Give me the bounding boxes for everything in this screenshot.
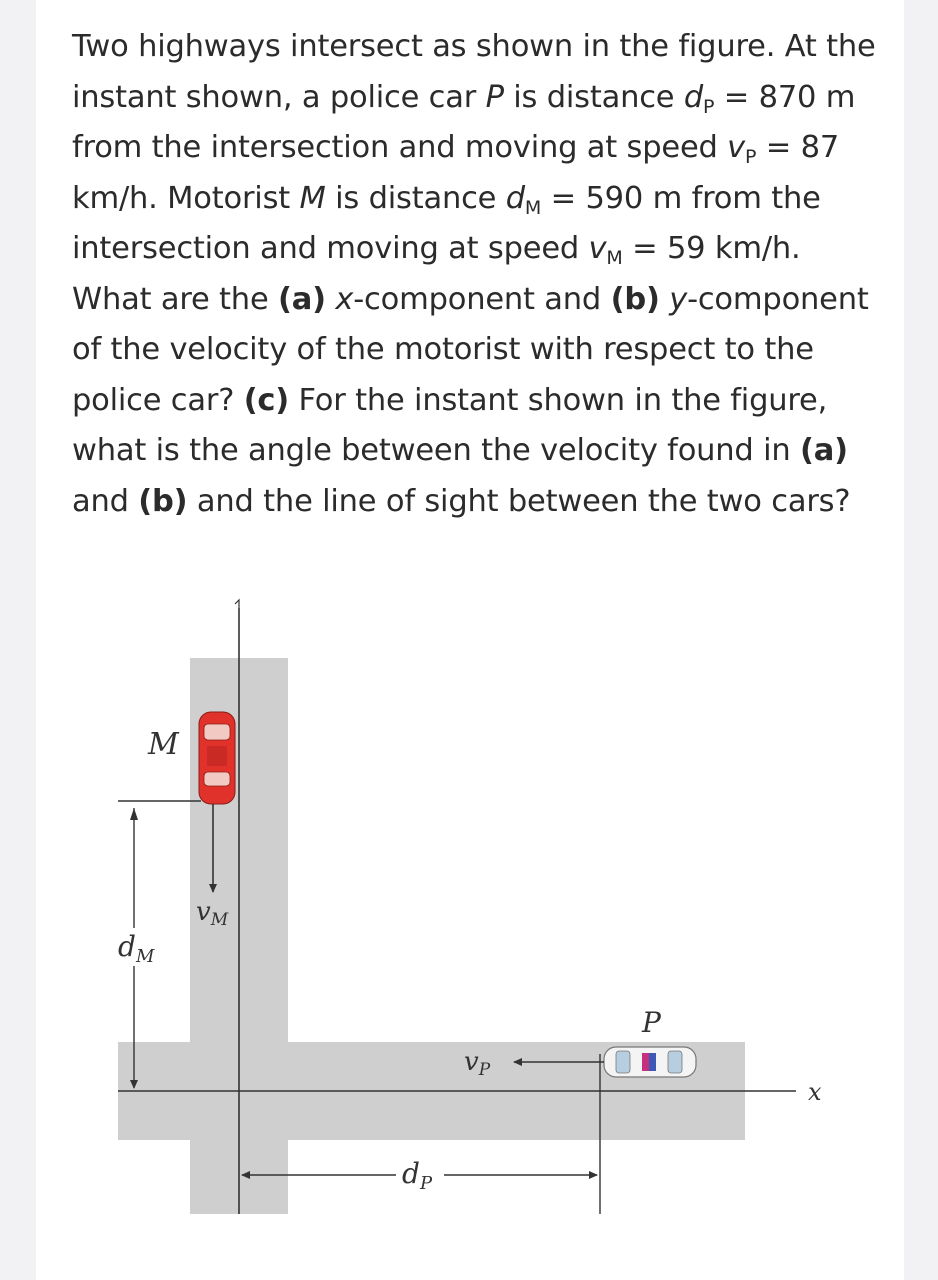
dm-top-arrow [130, 808, 138, 820]
question-text: Two highways intersect as shown in the figure. At the instant shown, a police car P is distance $d_P = 870$ m from the intersection and moving at speed $v_P = 87$ km/h. Motorist M is distance $d_M = 590$ m from the intersection and moving at speed $v_M = 59$ km/h. What are the (a) x-component and (b) y-component of the velocity of the motorist with respect to the police car? (c) For the instant shown in the figure, what is the angle between the velocity found in (a) and (b) and the line of sight between the two cars? [72, 29, 876, 519]
label-vp: vP [464, 1047, 491, 1080]
label-dm: $d_M$ [118, 930, 155, 967]
document-page [36, 0, 904, 1280]
label-p: P [642, 1006, 661, 1039]
label-x: x [808, 1078, 822, 1106]
y-axis-tip [235, 600, 239, 608]
police-car [604, 1047, 696, 1077]
label-vm: vM [196, 897, 229, 930]
label-m: M [148, 727, 179, 762]
label-dp: $d_P$ [402, 1157, 433, 1194]
highway-figure [36, 590, 904, 1230]
motorist-car [199, 712, 235, 804]
